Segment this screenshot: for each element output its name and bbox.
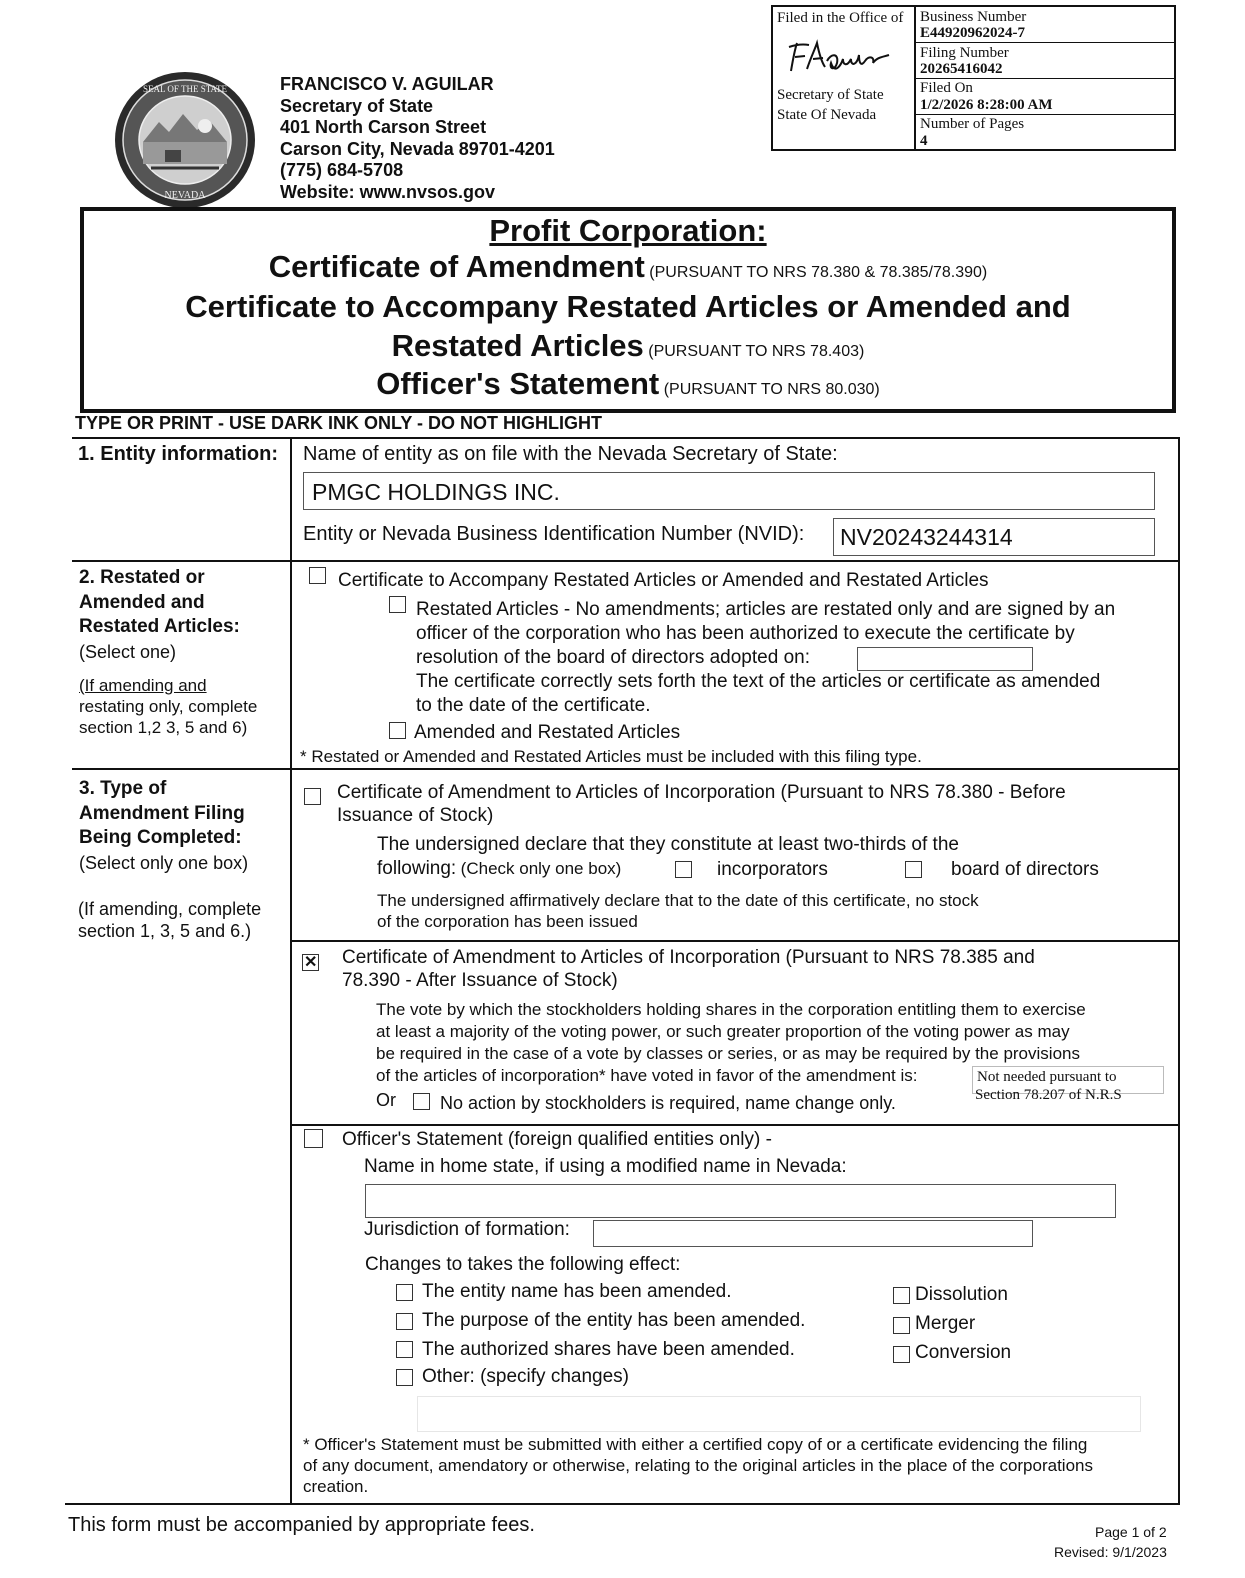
section3-label <box>79 777 248 875</box>
two-thirds-statement: The undersigned declare that they constitute at least two-thirds of the <box>377 834 959 855</box>
checkbox-amended-restated[interactable] <box>389 722 406 739</box>
checkbox-purpose-amended[interactable] <box>396 1313 413 1330</box>
checkbox-no-action[interactable] <box>413 1093 430 1110</box>
title-accompany: Certificate to Accompany Restated Articles or Amended and <box>185 289 1071 324</box>
section3-note-line1: (If amending, complete <box>78 899 262 919</box>
section3-select-one: (Select only one box) <box>79 852 249 873</box>
fees-notice: This form must be accompanied by appropriate fees. <box>68 1514 535 1536</box>
section2-note <box>79 675 257 738</box>
section2-label-line3: Restated Articles: <box>79 616 240 637</box>
after-issuance-line1: Certificate of Amendment to Articles of Incorporation (Pursuant to NRS 78.385 and <box>342 947 1035 968</box>
officer-footnote-line1: * Officer's Statement must be submitted with either a certified copy of or a certificate evidencing the filing <box>303 1435 1088 1454</box>
filed-on-label: Filed On <box>920 80 973 96</box>
incorporators-label: incorporators <box>717 859 828 880</box>
section2-footnote: * Restated or Amended and Restated Articles must be included with this filing type. <box>300 747 922 766</box>
no-stock-statement <box>377 890 979 932</box>
conversion-label: Conversion <box>915 1342 1012 1363</box>
phone-number: (775) 684-5708 <box>280 160 404 180</box>
section2-label-line1: 2. Restated or <box>79 567 205 588</box>
title-officer-statement: Officer's Statement <box>376 366 660 401</box>
shares-amended-label: The authorized shares have been amended. <box>422 1339 795 1360</box>
entity-name-value: PMGC HOLDINGS INC. <box>312 479 560 505</box>
section2-select-one: (Select one) <box>79 641 177 662</box>
before-issuance-text <box>337 781 1066 827</box>
no-stock-line2: of the corporation has been issued <box>377 912 638 931</box>
after-issuance-text <box>342 946 1035 992</box>
office-address <box>280 74 555 203</box>
checkbox-board-of-directors[interactable] <box>905 861 922 878</box>
title-officer-note: (PURSUANT TO NRS 80.030) <box>663 381 880 398</box>
title-amendment-note: (PURSUANT TO NRS 78.380 & 78.385/78.390) <box>649 264 988 281</box>
checkbox-shares-amended[interactable] <box>396 1341 413 1358</box>
section2-note-line2: restating only, complete <box>79 697 258 716</box>
checkbox-accompany-restated[interactable] <box>309 567 326 584</box>
section2-label-line2: Amended and <box>79 591 205 613</box>
nevada-seal-icon <box>113 70 258 210</box>
home-state-name-field[interactable] <box>365 1184 1116 1218</box>
checkbox-after-issuance[interactable] <box>302 954 319 971</box>
vote-line4: of the articles of incorporation* have voted in favor of the amendment is: <box>376 1066 918 1085</box>
page-number: Page 1 of 2 <box>1095 1524 1167 1540</box>
restated-only-line3: resolution of the board of directors adopted on: <box>416 647 810 668</box>
dissolution-label: Dissolution <box>915 1284 1008 1305</box>
checkbox-officer-statement[interactable] <box>304 1129 323 1148</box>
title-box <box>80 207 1176 413</box>
pages-label: Number of Pages <box>920 116 1025 132</box>
pages-value: 4 <box>920 133 928 149</box>
business-number-label: Business Number <box>920 9 1027 25</box>
other-changes-field[interactable] <box>417 1396 1141 1432</box>
officer-footnote-line3: creation. <box>303 1477 369 1496</box>
no-action-label: No action by stockholders is required, name change only. <box>440 1093 896 1113</box>
section3-label-line3: Being Completed: <box>79 827 242 848</box>
merger-label: Merger <box>915 1313 976 1334</box>
name-amended-label: The entity name has been amended. <box>422 1281 732 1302</box>
filing-number-value: 20265416042 <box>920 61 1003 77</box>
city-address: Carson City, Nevada 89701-4201 <box>280 138 555 159</box>
changes-label: Changes to takes the following effect: <box>365 1254 681 1275</box>
filing-stamp <box>771 5 1176 151</box>
vote-line3: be required in the case of a vote by classes or series, or as may be required by the provisions <box>376 1044 1080 1063</box>
before-issuance-line2: Issuance of Stock) <box>337 805 494 826</box>
restated-only-line4: The certificate correctly sets forth the text of the articles or certificate as amended <box>416 671 1101 692</box>
restated-only-line1: Restated Articles - No amendments; articles are restated only and are signed by an <box>416 599 1116 620</box>
nvid-field[interactable] <box>833 518 1155 556</box>
section1-label: 1. Entity information: <box>78 443 278 465</box>
section2-note-line3: section 1,2 3, 5 and 6) <box>79 718 248 737</box>
after-issuance-line2: 78.390 - After Issuance of Stock) <box>342 970 618 991</box>
checkbox-name-amended[interactable] <box>396 1284 413 1301</box>
title-certificate-amendment: Certificate of Amendment <box>268 249 645 284</box>
filed-on-value: 1/2/2026 8:28:00 AM <box>920 97 1053 113</box>
signature-image <box>785 35 895 81</box>
filed-in-office-label: Filed in the Office of <box>777 10 904 26</box>
checkbox-conversion[interactable] <box>893 1346 910 1363</box>
entity-name-field[interactable] <box>303 472 1155 510</box>
vote-percentage-field[interactable] <box>972 1066 1164 1103</box>
secretary-of-state-label: Secretary of State <box>777 87 884 103</box>
secretary-name: FRANCISCO V. AGUILAR <box>280 74 494 94</box>
nvid-value: NV20243244314 <box>840 524 1013 550</box>
restated-only-line5: to the date of the certificate. <box>416 695 651 716</box>
secretary-title: Secretary of State <box>280 95 434 116</box>
checkbox-before-issuance[interactable] <box>304 788 321 805</box>
check-one-box-note: (Check only one box) <box>460 859 622 878</box>
svg-text:SEAL OF THE STATE: SEAL OF THE STATE <box>142 84 228 94</box>
other-changes-label: Other: (specify changes) <box>422 1366 629 1387</box>
no-stock-line1: The undersigned affirmatively declare that to the date of this certificate, no stock <box>377 891 979 910</box>
board-of-directors-label: board of directors <box>951 859 1099 880</box>
vote-value-line1: Not needed pursuant to <box>977 1069 1117 1085</box>
option-amended-restated: Amended and Restated Articles <box>414 722 681 743</box>
checkbox-restated-only[interactable] <box>389 596 406 613</box>
website: Website: www.nvsos.gov <box>280 181 496 202</box>
filing-number-label: Filing Number <box>920 45 1009 61</box>
following-label: following: <box>377 858 457 879</box>
restated-only-line2: officer of the corporation who has been authorized to execute the certificate by <box>416 623 1075 644</box>
section2-note-line1: (If amending and <box>79 676 207 695</box>
state-of-nevada-label: State Of Nevada <box>777 107 877 123</box>
board-adoption-date-field[interactable] <box>857 647 1033 671</box>
title-restated: Restated Articles <box>391 328 644 363</box>
title-restated-note: (PURSUANT TO NRS 78.403) <box>648 343 865 360</box>
option-accompany-restated: Certificate to Accompany Restated Articles or Amended and Restated Articles <box>338 570 989 591</box>
officer-statement-heading: Officer's Statement (foreign qualified entities only) - <box>342 1129 772 1150</box>
checkbox-incorporators[interactable] <box>675 861 692 878</box>
jurisdiction-field[interactable] <box>593 1220 1033 1247</box>
checkbox-merger[interactable] <box>893 1317 910 1334</box>
section3-label-line2: Amendment Filing <box>79 802 245 824</box>
checkbox-other-changes[interactable] <box>396 1369 413 1386</box>
section3-note-line2: section 1, 3, 5 and 6.) <box>78 921 252 941</box>
before-issuance-line1: Certificate of Amendment to Articles of Incorporation (Pursuant to NRS 78.380 - Before <box>337 782 1066 803</box>
or-label: Or <box>376 1090 396 1110</box>
form-heading: Profit Corporation: <box>489 213 767 248</box>
vote-value-line2: Section 78.207 of N.R.S <box>975 1087 1122 1103</box>
street-address: 401 North Carson Street <box>280 117 487 137</box>
revised-date: Revised: 9/1/2023 <box>1054 1544 1167 1560</box>
vote-line1: The vote by which the stockholders holding shares in the corporation entitling them to exercise <box>376 1000 1086 1019</box>
home-state-name-prompt: Name in home state, if using a modified name in Nevada: <box>364 1156 847 1177</box>
officer-footnote-line2: of any document, amendatory or otherwise, relating to the original articles in the place of the corporations <box>303 1456 1093 1475</box>
officer-statement-footnote <box>303 1434 1093 1497</box>
purpose-amended-label: The purpose of the entity has been amended. <box>422 1310 806 1331</box>
business-number-value: E44920962024-7 <box>920 25 1025 41</box>
checkbox-dissolution[interactable] <box>893 1287 910 1304</box>
vote-line2: at least a majority of the voting power, or such greater proportion of the voting power as may <box>376 1022 1070 1041</box>
section3-label-line1: 3. Type of <box>79 778 167 799</box>
nvid-prompt: Entity or Nevada Business Identification Number (NVID): <box>303 523 805 545</box>
section3-note <box>78 898 261 942</box>
ink-instruction: TYPE OR PRINT - USE DARK INK ONLY - DO NOT HIGHLIGHT <box>75 413 603 433</box>
jurisdiction-label: Jurisdiction of formation: <box>364 1219 570 1240</box>
entity-name-prompt: Name of entity as on file with the Nevada Secretary of State: <box>303 443 838 465</box>
section2-label <box>79 566 240 664</box>
svg-text:NEVADA: NEVADA <box>164 190 206 201</box>
